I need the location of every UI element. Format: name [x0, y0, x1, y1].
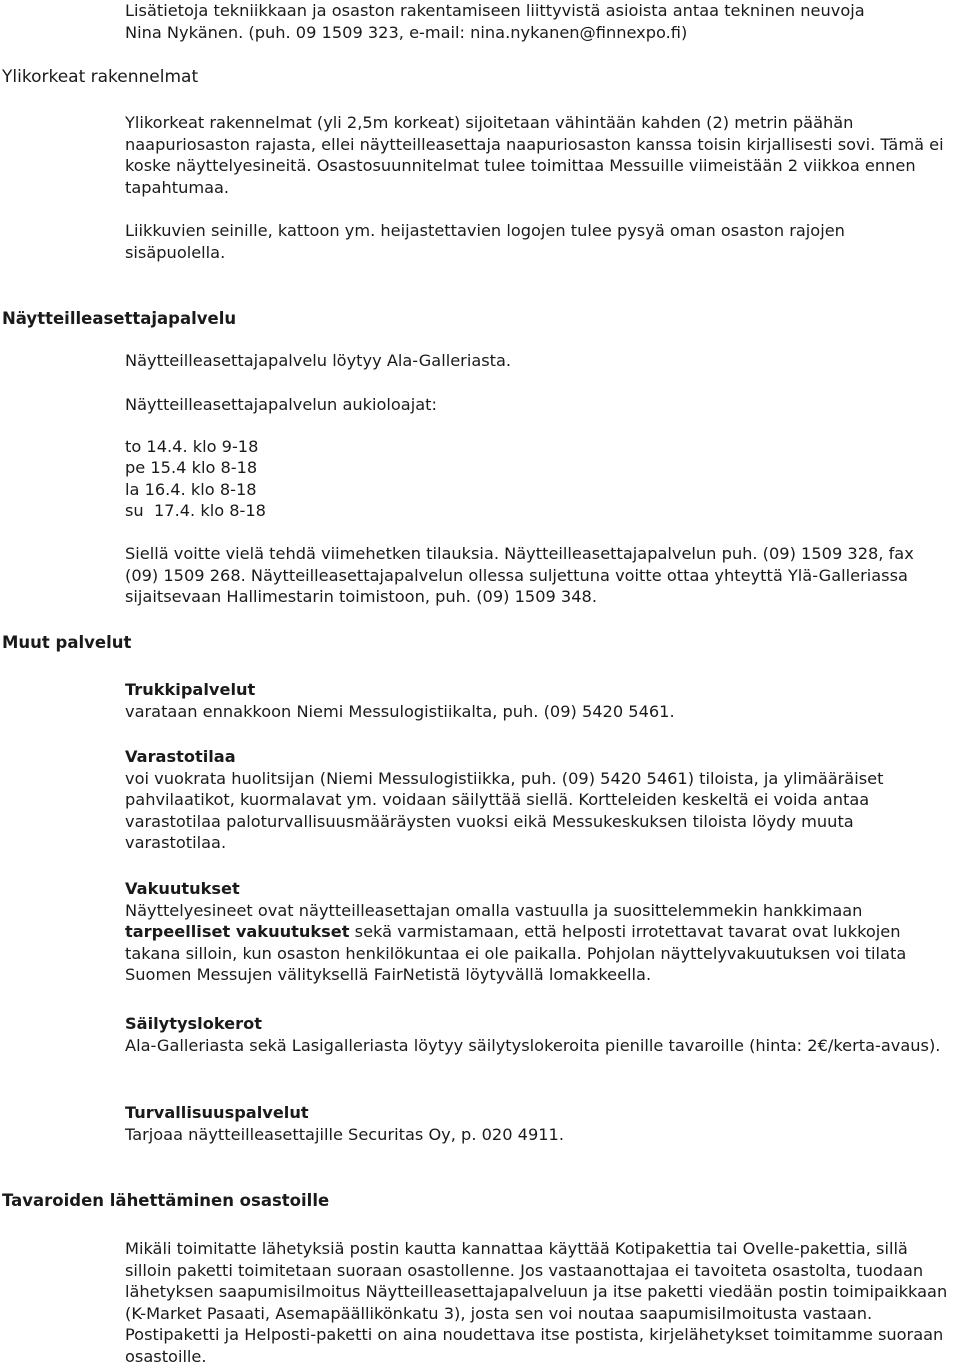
intro-paragraph [125, 0, 950, 43]
section-label-ylikorkeat: Ylikorkeat rakennelmat [2, 67, 199, 87]
vakuutus-bold-text: tarpeelliset vakuutukset [125, 922, 350, 941]
tavarat-paragraph: Mikäli toimitatte lähetyksiä postin kautta kannattaa käyttää Kotipakettia tai Ovelle-pakettia, sillä silloin paketti toimitetaan suoraan osastollenne. Jos vastaanottajaa ei tavoiteta osastolta, tuodaan lähetyksen saapumisilmoitus Näytteilleasettajapalveluun ja itse paketti viedään postin toimipaikkaan (K-Market Pasaati, Asemapäällikönkatu 3), josta sen voi noutaa saapumisilmoitusta vastaan. Postipaketti ja Helposti-paketti on aina noudettava itse postista, kirjelähetykset toimitamme suoraan osastoille. [125, 1239, 948, 1366]
varasto-title: Varastotilaa [125, 747, 236, 766]
trukki-text: varataan ennakkoon Niemi Messulogistiikalta, puh. (09) 5420 5461. [125, 701, 675, 721]
ylikorkeat-paragraph-2: Liikkuvien seinille, kattoon ym. heijastettavien logojen tulee pysyä oman osaston rajojen sisäpuolella. [125, 221, 845, 262]
varasto-text: voi vuokrata huolitsijan (Niemi Messulogistiikka, puh. (09) 5420 5461) tiloista, ja ylimääräiset pahvilaatikot, kuormalavat ym. voidaan säilyttää siellä. Kortteleiden keskeltä ei voida antaa varastotilaa paloturvallisuusmääräysten vuoksi eikä Messukeskuksen tiloista löydy muuta varastotilaa. [125, 768, 884, 852]
turva-title: Turvallisuuspalvelut [125, 1103, 309, 1122]
intro-line-1: Lisätietoja tekniikkaan ja osaston rakentamiseen liittyvistä asioista antaa tekninen neuvoja [125, 1, 865, 20]
vakuutus-text-1: Näyttelyesineet ovat näytteilleasettajan omalla vastuulla ja suosittelemmekin hankkimaan [125, 900, 863, 920]
palvelu-contact-paragraph: Siellä voitte vielä tehdä viimehetken tilauksia. Näytteilleasettajapalvelun puh. (09) 1509 328, fax (09) 1509 268. Näytteilleasettajapalvelun ollessa suljettuna voitte ottaa yhteyttä Ylä-Galleriassa sijaitsevaan Hallimestarin toimistoon, puh. (09) 1509 348. [125, 544, 914, 606]
varasto-block [125, 746, 950, 854]
palvelu-hours-title: Näytteilleasettajapalvelun aukioloajat: [125, 395, 437, 414]
section-label-palvelu: Näytteilleasettajapalvelu [2, 309, 237, 328]
vakuutus-title: Vakuutukset [125, 879, 240, 898]
sailytys-text: Ala-Galleriasta sekä Lasigalleriasta löytyy säilytyslokeroita pienille tavaroille (hinta: 2€/kerta-avaus). [125, 1035, 941, 1055]
palvelu-location: Näytteilleasettajapalvelu löytyy Ala-Galleriasta. [125, 351, 512, 370]
ylikorkeat-paragraph-1: Ylikorkeat rakennelmat (yli 2,5m korkeat) sijoitetaan vähintään kahden (2) metrin päähän naapuriosaston rajasta, ellei näytteilleasettaja naapuriosaston kanssa toisin kirjallisesti sovi. Tämä ei koske näyttelyesineitä. Osastosuunnitelmat tulee toimittaa Messuille viimeistään 2 viikkoa ennen tapahtumaa. [125, 113, 944, 197]
vakuutus-block [125, 878, 950, 986]
trukki-block [125, 679, 950, 722]
vakuutus-text-2: sekä varmistamaan, että helposti irrotettavat tavarat ovat lukkojen takana silloin, kun osaston henkilökuntaa ei ole paikalla. Pohjolan näyttelyvakuutuksen voi tilata Suomen Messujen välityksellä FairNetistä löytyvällä lomakkeella. [125, 922, 907, 984]
section-label-tavarat: Tavaroiden lähettäminen osastoille [2, 1191, 330, 1210]
schedule-row: su 17.4. klo 8-18 [125, 500, 266, 520]
turva-block [125, 1102, 950, 1145]
schedule-row: to 14.4. klo 9-18 [125, 437, 259, 456]
sailytys-block [125, 1013, 950, 1056]
sailytys-title: Säilytyslokerot [125, 1014, 262, 1033]
section-label-muut: Muut palvelut [2, 633, 132, 652]
intro-line-2: Nina Nykänen. (puh. 09 1509 323, e-mail: nina.nykanen@finnexpo.fi) [125, 22, 688, 42]
turva-text: Tarjoaa näytteilleasettajille Securitas Oy, p. 020 4911. [125, 1124, 565, 1144]
trukki-title: Trukkipalvelut [125, 680, 256, 699]
schedule-row: pe 15.4 klo 8-18 [125, 458, 258, 478]
schedule-row: la 16.4. klo 8-18 [125, 479, 257, 499]
palvelu-schedule [125, 436, 266, 521]
